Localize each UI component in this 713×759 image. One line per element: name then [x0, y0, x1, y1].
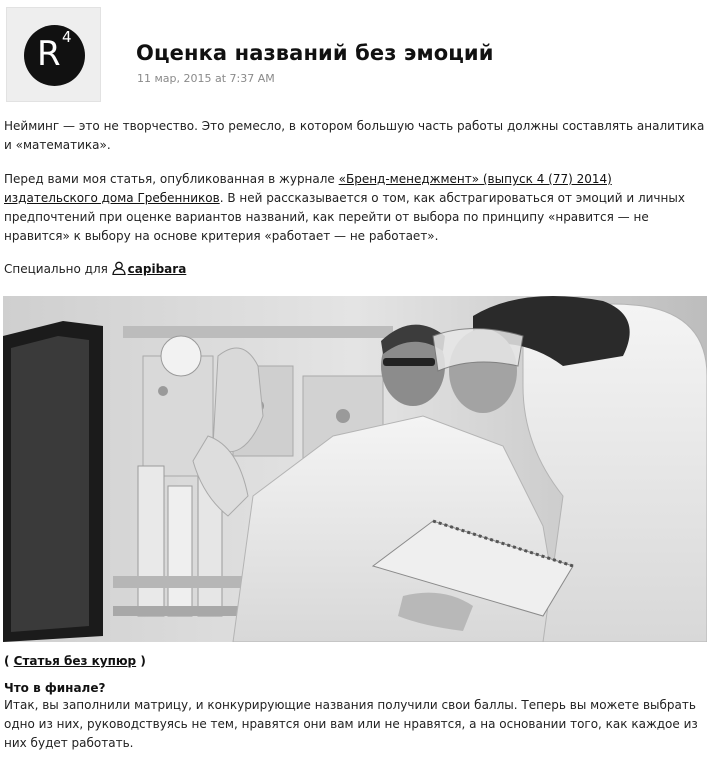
- section-paragraph: Итак, вы заполнили матрицу, и конкурирующие названия получили свои баллы. Теперь вы можете выбрать одно из них, руководствуясь не тем, нравятся они вам или не нравятся, а на основании того, как каждое из них будет работать.: [4, 698, 698, 750]
- full-article-link[interactable]: Статья без купюр: [13, 654, 137, 668]
- author-line: [4, 260, 708, 279]
- author-prefix: Специально для: [4, 262, 112, 276]
- author-logo[interactable]: [6, 7, 101, 102]
- logo-letter: R: [37, 34, 61, 74]
- logo-superscript: 4: [62, 28, 72, 46]
- author-link[interactable]: [112, 262, 187, 276]
- full-article-caption: [4, 652, 146, 670]
- intro-paragraph: Нейминг — это не творчество. Это ремесло, в котором большую часть работы должны составлять аналитика и «математика».: [4, 119, 705, 152]
- author-name: capibara: [127, 262, 187, 276]
- publication-text-after: . В ней рассказывается о том, как абстрагироваться от эмоций и личных предпочтений при оценке вариантов названий, как перейти от выбора по принципу «нравится — не нравится» к выбору на основе критерия «работает — не работает».: [4, 191, 685, 243]
- logo-circle: [24, 25, 85, 86]
- publication-paragraph: [4, 170, 708, 246]
- publication-text-before: Перед вами моя статья, опубликованная в журнале: [4, 172, 339, 186]
- magazine-link[interactable]: «Бренд-менеджмент» (выпуск 4 (77) 2014) издательского дома Гребенников: [4, 172, 612, 205]
- caption-close: ): [136, 654, 146, 668]
- article-header: [6, 7, 706, 103]
- caption-open: (: [4, 654, 14, 668]
- laboratory-photo: [3, 296, 707, 642]
- article-date: 11 мар, 2015 at 7:37 AM: [137, 72, 275, 85]
- user-icon: [112, 261, 126, 275]
- section-heading: Что в финале?: [4, 681, 106, 695]
- article-title: Оценка названий без эмоций: [136, 41, 494, 65]
